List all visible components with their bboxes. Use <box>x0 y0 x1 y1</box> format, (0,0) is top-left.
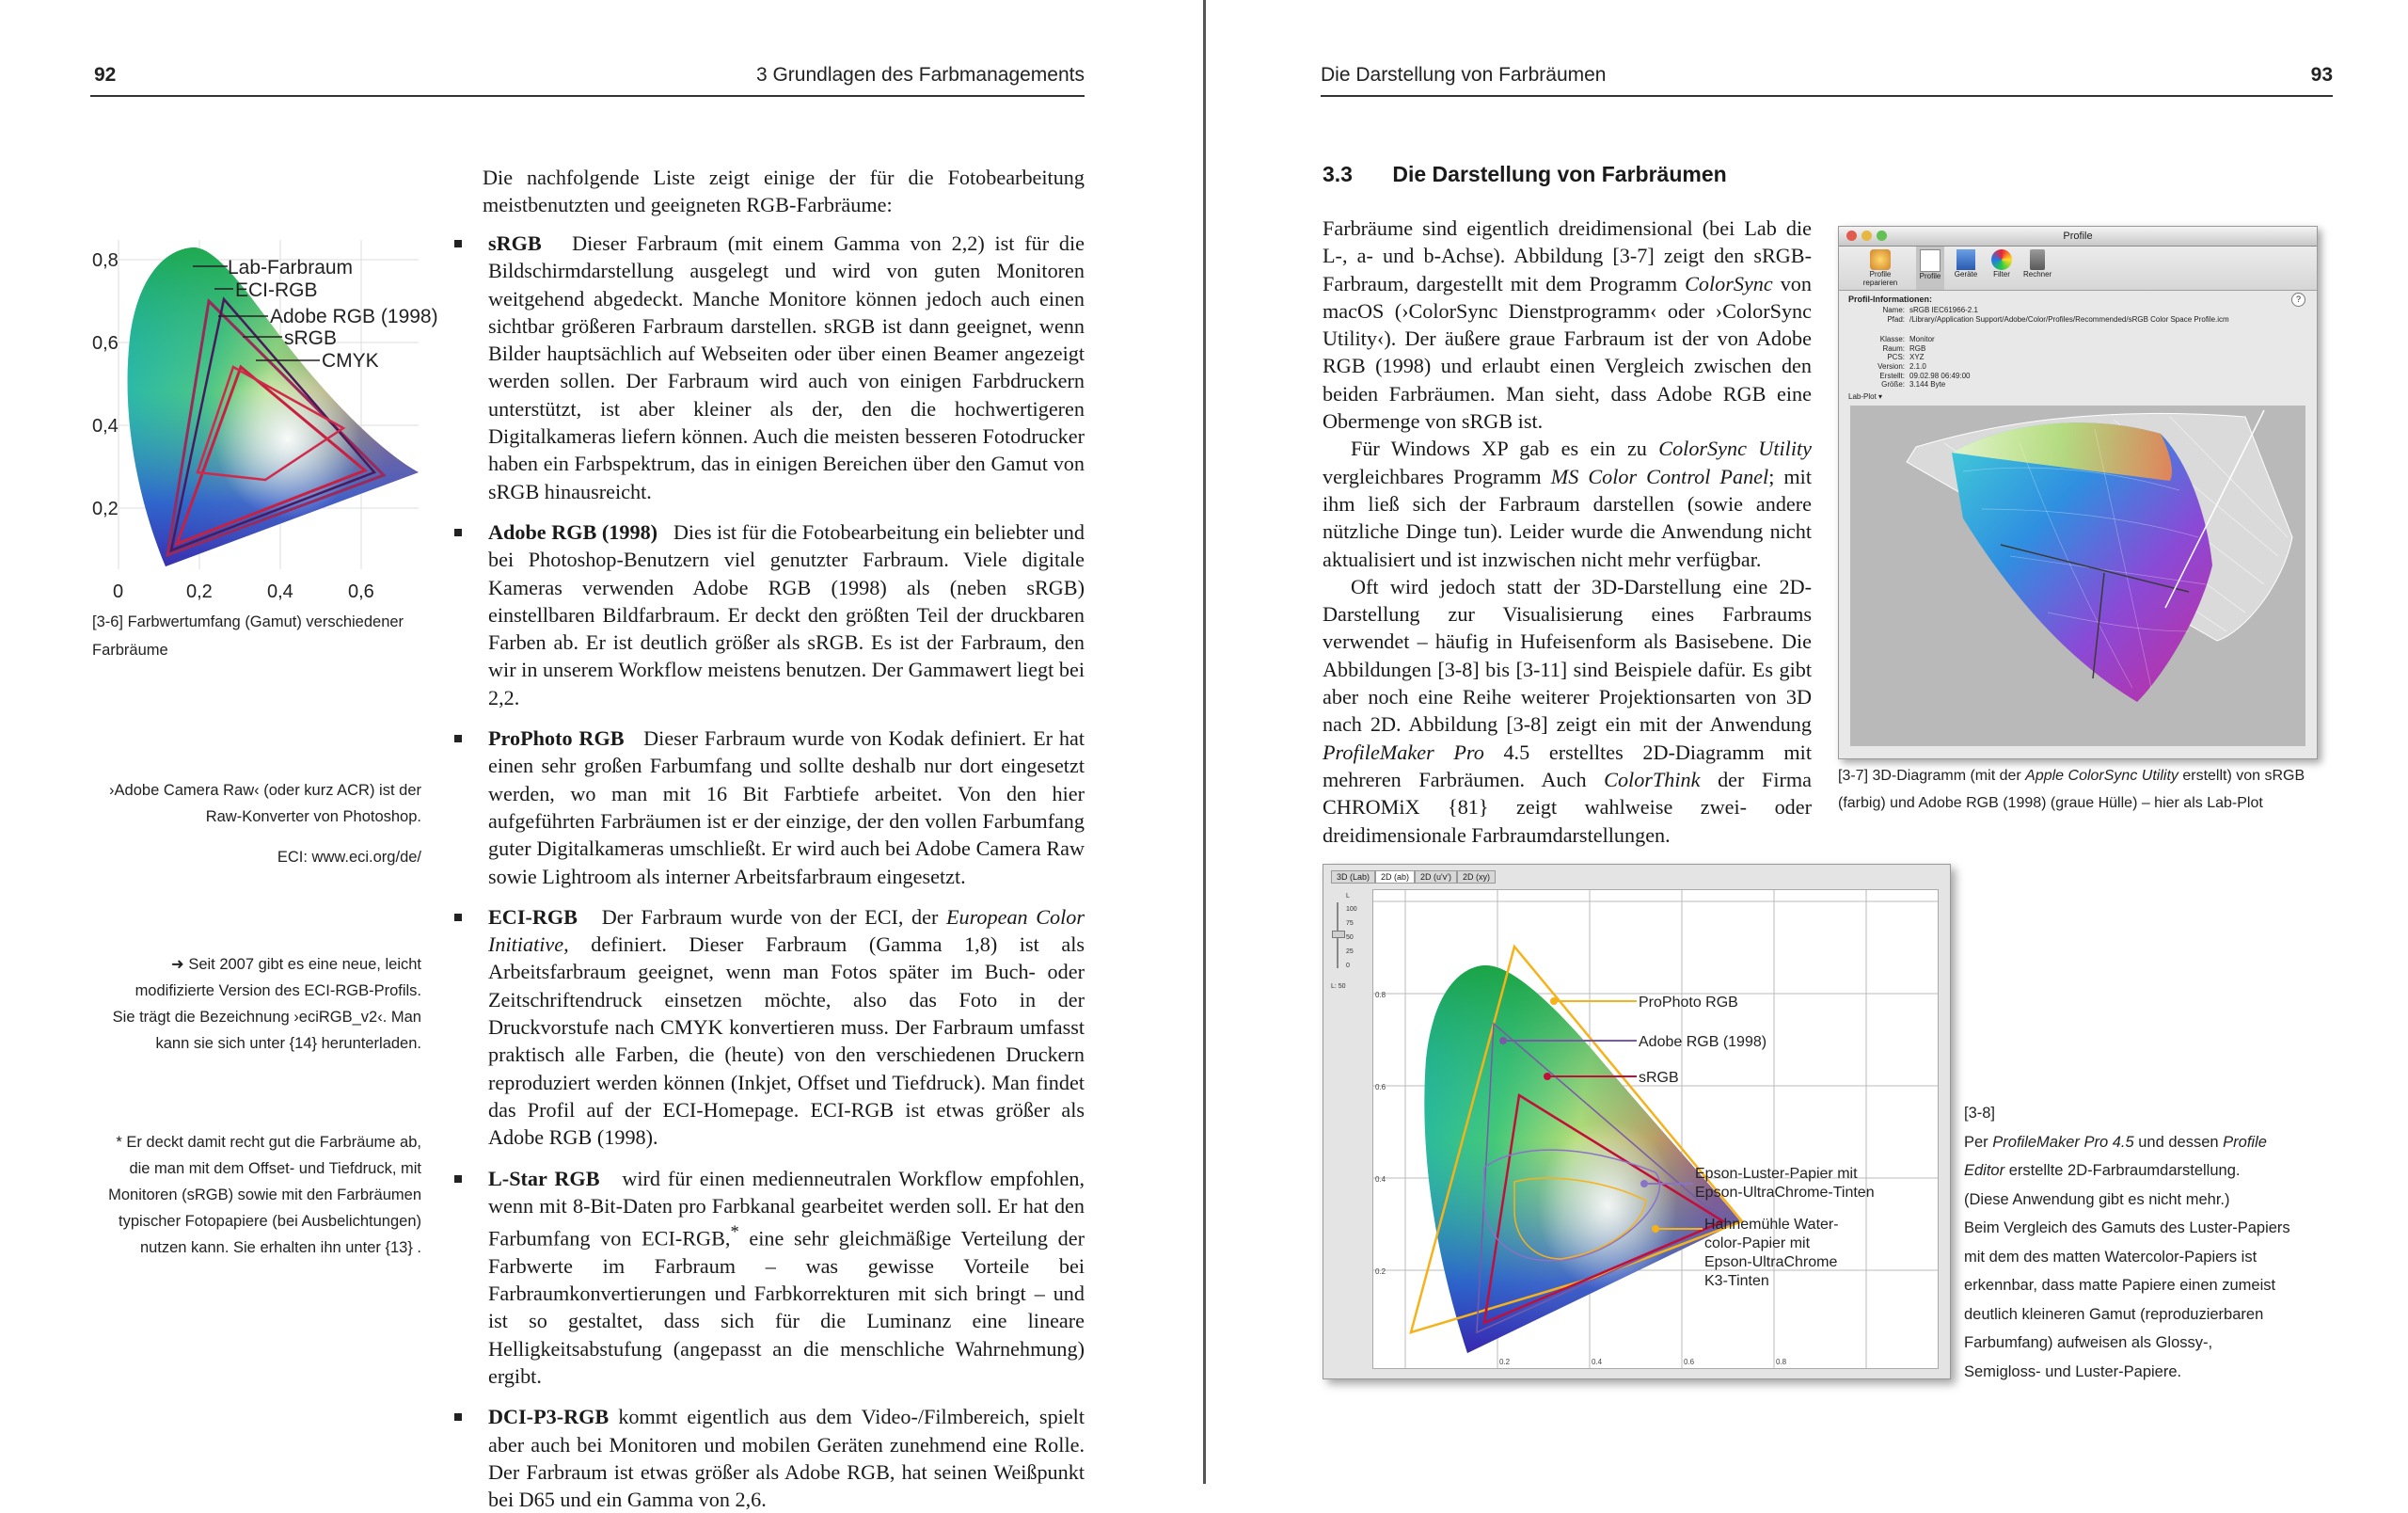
toolbar-label: Rechner <box>2023 270 2052 279</box>
footnote-line: die man mit dem Offset- und Tiefdruck, mit <box>129 1160 421 1177</box>
bullet <box>454 1413 462 1421</box>
label-adobe: Adobe RGB (1998) <box>270 306 438 327</box>
text-run: Oft wird jedoch statt der 3D-Darstellung eine 2D-Darstellung zur Visualisierung eines Farbraums verwendet – häufig in Hufeisenform als Basisebene. Die Abbildungen [3-8] bis [3-11] sind Beispiele dafür. Es gibt aber noch eine Reihe weiterer Projektionsarten von 3D nach 2D. Abbildung [3-8] zeigt ein mit der Anwendung <box>1323 574 1812 737</box>
x-tick: 0.2 <box>1499 1358 1511 1366</box>
text-run: von macOS (›ColorSync Dienstprogramm‹ oder ›ColorSync Utility‹). Der äußere graue Farbraum ist der von Adobe RGB (1998) und erlaubt einen Vergleich zwischen den beiden Farbräumen. Man sieht, dass Adobe RGB eine Obermenge von sRGB ist. <box>1323 271 1812 434</box>
info-value: 09.02.98 06:49:00 <box>1909 371 1971 380</box>
x-tick: 0,4 <box>267 581 293 602</box>
y-tick: 0.6 <box>1375 1083 1386 1091</box>
x-tick: 0 <box>113 581 124 602</box>
lab-plot-select[interactable] <box>1848 392 2307 401</box>
label-srgb: sRGB <box>284 327 338 349</box>
minimize-icon[interactable] <box>1861 231 1872 241</box>
running-head-left: 3 Grundlagen des Farbmanagements <box>755 64 1085 86</box>
entry-prophoto <box>488 725 1085 890</box>
text-run: Farbräume sind eigentlich dreidimensional (bei Lab die L-, a- und b-Achse). Abbildung [3-7] zeigt den sRGB-Farbraum, dargestellt mit dem Programm <box>1323 216 1812 295</box>
text-emphasis: MS Color Control Panel <box>1550 464 1769 488</box>
sidenote-eci-v2 <box>94 951 421 1057</box>
profile-info-title: Profil-Informationen: <box>1848 295 1932 304</box>
y-tick: 0.8 <box>1375 991 1386 999</box>
bullet <box>454 529 462 536</box>
entry-lstar <box>488 1165 1085 1391</box>
info-key: Pfad: <box>1887 314 1905 324</box>
y-tick: 0.2 <box>1375 1267 1386 1276</box>
calculator-icon <box>2030 249 2045 270</box>
info-values <box>1905 306 2295 390</box>
tab-2d-xy[interactable]: 2D (xy) <box>1457 870 1496 884</box>
entry-term: Adobe RGB (1998) <box>488 519 658 544</box>
colorsync-window <box>1838 226 2318 759</box>
label-water-2: color-Papier mit <box>1704 1235 1811 1251</box>
lab-plot-view[interactable] <box>1850 406 2305 746</box>
label-eci: ECI-RGB <box>235 279 318 301</box>
info-key: PCS: <box>1887 353 1905 362</box>
toolbar-calculator-button[interactable] <box>2023 247 2052 290</box>
y-tick: 0.4 <box>1375 1175 1386 1184</box>
arrow-icon: ➜ <box>170 956 184 973</box>
toolbar-label: Profile <box>1919 272 1941 280</box>
sidenote-eci: ECI: www.eci.org/de/ <box>277 849 421 866</box>
entry-text: Dieser Farbraum wurde von Kodak definiert. Er hat einen sehr großen Farbumfang und sollte deshalb nur dort eingesetzt werden, wo man mit 16 Bit Farbtiefe arbeitet. Von den hier aufgeführten Farbräumen ist er der einzige, der den vollen Farbumfang guter Digitalkameras umschließt. Er wird auch bei Adobe Camera Raw sowie Lightroom als interner Arbeitsfarbraum eingesetzt. <box>488 726 1085 888</box>
toolbar-label: Filter <box>1993 270 2010 279</box>
x-tick: 0.4 <box>1592 1358 1603 1366</box>
info-keys <box>1848 306 1905 390</box>
slider-scale: 50 <box>1346 934 1354 941</box>
section-heading <box>1323 162 1727 187</box>
lab-plot-label: Lab-Plot <box>1848 391 1877 401</box>
info-value: XYZ <box>1909 353 1925 362</box>
list-item <box>488 1403 1085 1513</box>
intro-paragraph: Die nachfolgende Liste zeigt einige der für die Fotobearbeitung meistbenutzten und geeigneten RGB-Farbräume: <box>483 166 1085 217</box>
window-title: Profile <box>2063 231 2093 242</box>
xy-chromaticity-plot <box>1373 890 1938 1368</box>
page-number-left: 92 <box>94 64 117 86</box>
text-emphasis: ColorThink <box>1604 767 1701 791</box>
caption-emphasis: ProfileMaker Pro 4.5 <box>1992 1133 2134 1151</box>
list-item <box>488 230 1085 505</box>
filter-icon <box>1991 249 2012 270</box>
info-value: 3.144 Byte <box>1909 380 1946 390</box>
entry-text: wird für einen medienneutralen Workflow empfohlen, wenn mit 8-Bit-Daten pro Farbkanal gearbeitet werden soll. Er hat den Farbumfang von ECI-RGB, <box>488 1166 1085 1250</box>
section-title: Die Darstellung von Farbräumen <box>1392 162 1727 186</box>
info-key: Erstellt: <box>1879 371 1905 380</box>
bullet <box>454 1175 462 1183</box>
profile-icon <box>1920 249 1941 272</box>
right-body <box>1323 215 1812 849</box>
slider-scale: 25 <box>1346 948 1354 955</box>
text-run: der Firma CHROMiX {81} zeigt wahlweise zwei- oder dreidimensionale Farbraumdarstellungen. <box>1323 767 1812 847</box>
text-emphasis: ColorSync <box>1685 271 1773 295</box>
footnote-line: Monitoren (sRGB) sowie mit den Farbräumen <box>108 1187 421 1203</box>
info-value: /Library/Application Support/Adobe/Color/Profiles/Recommended/sRGB Color Space Profile.icm <box>1909 314 2229 324</box>
y-tick: 0,2 <box>92 499 119 519</box>
running-head-right: Die Darstellung von Farbräumen <box>1321 64 1607 86</box>
caption-emphasis: Apple ColorSync Utility <box>2025 768 2178 784</box>
info-value: Monitor <box>1909 335 1935 344</box>
profile-info-table <box>1848 306 2307 390</box>
profilemaker-window <box>1323 864 1951 1379</box>
caption-text: Per <box>1964 1133 1993 1151</box>
entry-text: definiert. Dieser Farbraum (Gamma 1,8) ist als Arbeitsfarbraum geeignet, wenn man Fotos später im Buch- oder Zeitschriftendruck einsetzen möchte, also das Foto in der Druckvorstufe nach CMYK konvertieren muss. Der Farbraum umfasst praktisch alle Farben, die (heute) von den verschiedenen Druckern reproduziert werden können (Inkjet, Offset und Tiefdruck). Man findet das Profil auf der ECI-Homepage. ECI-RGB ist etwas größer als Adobe RGB (1998). <box>488 932 1085 1150</box>
chevron-down-icon: ▾ <box>1878 391 1883 401</box>
text-run: Für Windows XP gab es ein zu <box>1351 437 1659 461</box>
section-number: 3.3 <box>1323 162 1353 186</box>
info-key: Größe: <box>1881 380 1905 390</box>
header-rule-left <box>90 95 1085 97</box>
footnote-line: nutzen kann. Sie erhalten ihn unter {13} . <box>139 1239 421 1256</box>
xy-plot-area <box>1372 889 1939 1369</box>
label-luster-2: Epson-UltraChrome-Tinten <box>1695 1185 1875 1201</box>
caption-emphasis: Profile <box>2223 1133 2267 1151</box>
caption-text: Semigloss- und Luster-Papiere. <box>1964 1362 2182 1380</box>
y-tick: 0,6 <box>92 333 119 354</box>
label-adobe: Adobe RGB (1998) <box>1639 1034 1767 1050</box>
caption-text: deutlich kleineren Gamut (reproduzierbaren <box>1964 1305 2264 1323</box>
header-rule-right <box>1321 95 2333 97</box>
sidenote-line: kann sie sich unter {14} herunterladen. <box>155 1035 421 1052</box>
caption-text: mit dem des matten Watercolor-Papiers ist <box>1964 1248 2258 1266</box>
wrench-icon <box>1870 249 1891 270</box>
sidenote-line: ›Adobe Camera Raw‹ (oder kurz ACR) ist der <box>109 782 421 799</box>
slider-scale: 100 <box>1346 906 1357 913</box>
list-item <box>488 1165 1085 1391</box>
list-item <box>488 725 1085 890</box>
view-tabs <box>1331 870 1496 884</box>
label-luster-1: Epson-Luster-Papier mit <box>1695 1166 1858 1182</box>
label-prophoto: ProPhoto RGB <box>1639 995 1738 1011</box>
toolbar-label: Geräte <box>1954 270 1978 279</box>
footnote-marker: * <box>730 1223 739 1243</box>
caption-text: (farbig) und Adobe RGB (1998) (graue Hülle) – hier als Lab-Plot <box>1838 795 2263 811</box>
entry-eci-rgb <box>488 903 1085 1152</box>
figure-caption-3-7 <box>1838 762 2346 817</box>
sidenote-line: modifizierte Version des ECI-RGB-Profils. <box>135 982 421 999</box>
bullet <box>454 240 462 247</box>
footnote-line: typischer Fotopapiere (bei Ausbelichtungen) <box>119 1213 421 1230</box>
y-tick: 0,4 <box>92 416 119 437</box>
info-key: Version: <box>1877 361 1905 371</box>
entry-adobe-rgb <box>488 518 1085 711</box>
info-key: Klasse: <box>1879 335 1905 344</box>
text-emphasis: ColorSync Utility <box>1658 437 1812 461</box>
monitor-icon <box>1956 249 1975 270</box>
label-cmyk: CMYK <box>322 350 379 372</box>
caption-emphasis: Editor <box>1964 1162 2005 1179</box>
luminance-slider[interactable] <box>1331 893 1357 976</box>
slider-value: L: 50 <box>1331 983 1346 990</box>
figure-caption-3-6: [3-6] Farbwertumfang (Gamut) verschiedener Farbräume <box>92 613 404 659</box>
list-item <box>488 903 1085 1152</box>
caption-text: Farbumfang) aufweisen als Glossy-, <box>1964 1334 2213 1351</box>
toolbar-filter-button[interactable] <box>1988 247 2016 290</box>
entry-term: L-Star RGB <box>488 1166 600 1190</box>
figure-caption-3-8 <box>1964 1099 2359 1386</box>
caption-text: und dessen <box>2133 1133 2224 1151</box>
label-water-1: Hahnemühle Water- <box>1704 1217 1839 1233</box>
caption-text: Beim Vergleich des Gamuts des Luster-Papiers <box>1964 1219 2290 1236</box>
slider-label: L <box>1346 893 1350 900</box>
x-tick: 0.6 <box>1684 1358 1695 1366</box>
text-emphasis: ProfileMaker Pro <box>1323 740 1484 764</box>
text-run: ; mit ihm ließ sich der Farbraum darstellen (sowie andere nützliche Dinge tun). Leider wurde die Anwendung nicht aktualisiert und ist inzwischen nicht mehr verfügbar. <box>1323 464 1812 571</box>
zoom-icon[interactable] <box>1877 231 1887 241</box>
entry-text: Dies ist für die Fotobearbeitung ein beliebter und bei Photoshop-Benutzern viel genutzter Farbraum. Viele digitale Kameras verwenden Adobe RGB (1998) als (neben sRGB) einstellbaren Bildfarbraum. Er deckt den größten Teil der druckbaren Farben ab. Er ist deutlich größer als sRGB. Es ist der Farbraum, den wir in unserem Workflow meistens benutzen. Der Gammawert liegt bei 2,2. <box>488 519 1085 709</box>
label-water-3: Epson-UltraChrome <box>1704 1254 1838 1270</box>
paragraph-1 <box>1323 215 1812 435</box>
page-number-right: 93 <box>2310 64 2333 86</box>
entry-emphasis: European Color Initiative, <box>488 904 1085 957</box>
footnote-line: * Er deckt damit recht gut die Farbräume ab, <box>116 1134 421 1151</box>
entry-text: eine sehr gleichmäßige Verteilung der Farbwerte im Farbraum – was gewisse Vorteile bei Farbraumkonvertierungen und Farbkorrekturen mit sich bringt – und ist so gestaltet, dass sich für die Luminanz eine lineare Helligkeitsabstufung (angepasst an die menschliche Wahrnehmung) ergibt. <box>488 1226 1085 1388</box>
info-key: Raum: <box>1882 343 1905 353</box>
label-lab: Lab-Farbraum <box>228 257 354 279</box>
text-run: 4.5 erstelltes 2D-Diagramm mit mehreren Farbräumen. Auch <box>1323 740 1812 791</box>
sidenote-line: Sie trägt die Bezeichnung ›eciRGB_v2‹. Man <box>112 1009 421 1026</box>
toolbar-devices-button[interactable] <box>1952 247 1980 290</box>
footnote <box>94 1129 421 1261</box>
caption-text: (Diese Anwendung gibt es nicht mehr.) <box>1964 1190 2230 1208</box>
toolbar-profiles-button[interactable] <box>1916 247 1944 290</box>
sidenote-line: Raw-Konverter von Photoshop. <box>205 808 421 825</box>
tab-2d-uv[interactable]: 2D (u'v') <box>1415 870 1457 884</box>
x-tick: 0,6 <box>348 581 374 602</box>
window-toolbar <box>1839 247 2317 291</box>
x-tick: 0,2 <box>186 581 213 602</box>
entry-dci-p3 <box>488 1403 1085 1513</box>
paragraph-3 <box>1323 573 1812 849</box>
entry-term: DCI-P3-RGB <box>488 1405 610 1429</box>
info-key: Name: <box>1882 306 1905 314</box>
close-icon[interactable] <box>1846 231 1857 241</box>
window-titlebar <box>1839 227 2317 247</box>
entry-text: kommt eigentlich aus dem Video-/Filmbereich, spielt aber auch bei Monitoren und mobilen Geräten zunehmend eine Rolle. Der Farbraum ist etwas größer als Adobe RGB, hat seinen Weißpunkt bei D65 und ein Gamma von 2,6. <box>488 1405 1085 1512</box>
entry-term: sRGB <box>488 231 542 255</box>
entry-text: Der Farbraum wurde von der ECI, der <box>601 904 946 929</box>
info-value: 2.1.0 <box>1909 361 1926 371</box>
slider-scale: 75 <box>1346 920 1354 927</box>
label-water-4: K3-Tinten <box>1704 1273 1769 1289</box>
x-tick: 0.8 <box>1776 1358 1787 1366</box>
tab-3d-lab[interactable]: 3D (Lab) <box>1331 870 1375 884</box>
caption-number: [3-8] <box>1964 1105 1996 1122</box>
tab-2d-ab[interactable]: 2D (ab) <box>1375 870 1415 884</box>
info-value: sRGB IEC61966-2.1 <box>1909 306 1978 314</box>
caption-text: [3-7] 3D-Diagramm (mit der <box>1838 768 2026 784</box>
paragraph-2 <box>1323 435 1812 572</box>
list-item <box>488 518 1085 711</box>
text-run: vergleichbares Programm <box>1323 464 1551 488</box>
gamut-figure <box>0 226 438 621</box>
help-button[interactable]: ? <box>2291 293 2305 307</box>
sidenote-acr <box>94 777 421 870</box>
info-value: RGB <box>1909 343 1926 353</box>
bullet <box>454 735 462 742</box>
caption-text: erstellte 2D-Farbraumdarstellung. <box>2004 1162 2241 1179</box>
toolbar-label: Profile reparieren <box>1862 270 1898 287</box>
right-page <box>1206 0 2408 1484</box>
entry-term: ECI-RGB <box>488 904 578 929</box>
label-srgb: sRGB <box>1639 1070 1679 1086</box>
slider-scale: 0 <box>1346 963 1350 969</box>
entry-text: Dieser Farbraum (mit einem Gamma von 2,2) ist für die Bildschirmdarstellung ausgelegt und wird von guten Monitoren weitgehend abgedeckt. Manche Monitore können jedoch auch einen sichtbar größeren Farbraum darstellen. sRGB ist dann geeignet, wenn Bilder hauptsächlich auf Webseiten oder über einen Beamer angezeigt werden sollen. Der Farbraum wird auch von einigen Farbdruckern unterstützt, ist aber kleiner als der, den die hochwertigeren Digitalkameras liefern können. Auch die meisten besseren Fotodrucker haben ein Farbspektrum, das in einigen Bereichen über den Gamut von sRGB hinausreicht. <box>488 231 1085 503</box>
slider-handle[interactable] <box>1332 931 1345 938</box>
left-page <box>0 0 1203 1512</box>
lab-3d-plot <box>1850 406 2305 746</box>
colorspace-list <box>488 230 1085 1513</box>
caption-text: erkennbar, dass matte Papiere einen zumeist <box>1964 1277 2276 1294</box>
y-tick: 0,8 <box>92 250 119 271</box>
entry-srgb <box>488 230 1085 505</box>
gamut-diagram <box>0 226 438 621</box>
caption-text: erstellt) von sRGB <box>2178 768 2305 784</box>
bullet <box>454 914 462 921</box>
sidenote-line: Seit 2007 gibt es eine neue, leicht <box>188 956 421 973</box>
entry-term: ProPhoto RGB <box>488 726 625 751</box>
profile-info-panel <box>1839 291 2317 405</box>
toolbar-repair-button[interactable] <box>1852 247 1909 290</box>
left-body <box>483 164 1085 219</box>
